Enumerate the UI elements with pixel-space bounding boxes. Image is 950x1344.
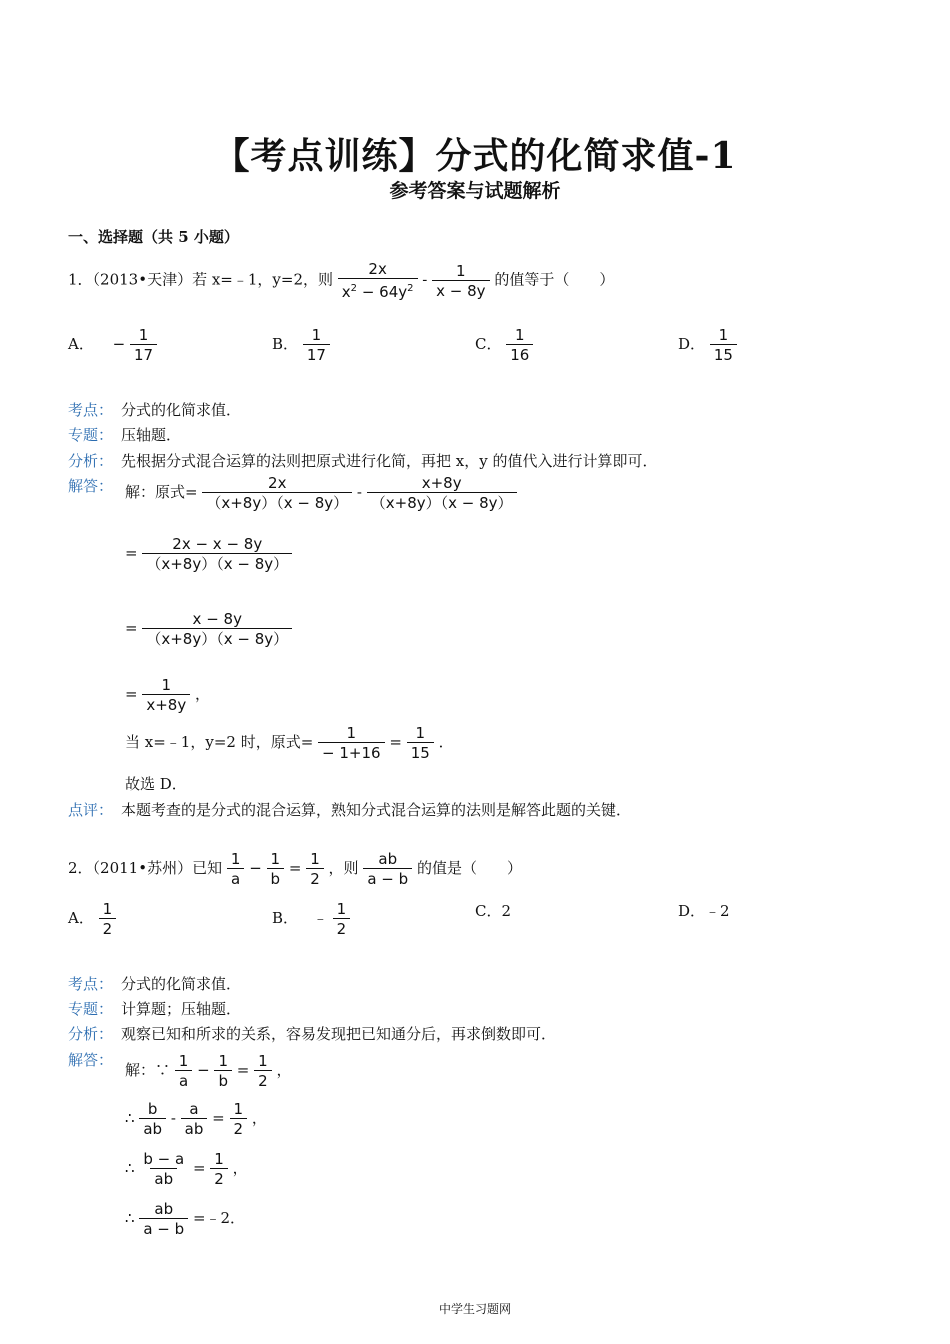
q1-minus: - bbox=[422, 270, 433, 289]
q1-step-4: = $\frac{1}{x+8y}$ ， bbox=[125, 676, 211, 714]
q1-option-d: D． $\frac{1}{15}$ bbox=[678, 326, 737, 364]
q1-step-6: 故选 D． bbox=[125, 775, 187, 793]
q2-option-a: A． $\frac{1}{2}$ bbox=[68, 900, 116, 938]
q1-option-b: B． $\frac{1}{17}$ bbox=[272, 326, 330, 364]
q2-zhuanti: 专题： 计算题；压轴题． bbox=[68, 1000, 242, 1018]
q2-step-1: 解：∵ $\frac{1}{a}$ − $\frac{1}{b}$ = $\frac{1}{2}$ ， bbox=[125, 1052, 292, 1090]
q2-option-c: C．2 bbox=[475, 902, 512, 920]
q1-fraction-1 bbox=[338, 260, 418, 301]
page-footer: 中学生习题网 bbox=[438, 1302, 511, 1316]
q1-fenxi: 分析： 先根据分式混合运算的法则把原式进行化简，再把 x，y 的值代入进行计算即可． bbox=[68, 452, 658, 470]
q1-frac1-num: 2x bbox=[368, 260, 387, 278]
section-heading: 一、选择题（共 5 小题） bbox=[68, 228, 239, 246]
q1-prefix: 1．（2013•天津）若 x=﹣1，y=2，则 bbox=[68, 270, 333, 289]
q2-fenxi: 分析： 观察已知和所求的关系，容易发现把已知通分后，再求倒数即可． bbox=[68, 1025, 557, 1043]
q1-step-2: = $\frac{2x - x - 8y}{(x+8y)(x - 8y)}$ bbox=[125, 535, 292, 573]
q2-stem: 2．（2011•苏州）已知 $\frac{1}{a}$ − $\frac{1}{b}$ = $\frac{1}{2}$ ，则 $\frac{ab}{a - b}$ 的值是（ ） bbox=[68, 850, 522, 888]
q1-dianping: 点评： 本题考查的是分式的混合运算，熟知分式混合运算的法则是解答此题的关键． bbox=[68, 801, 632, 819]
q1-zhuanti: 专题： 压轴题． bbox=[68, 426, 182, 444]
q1-suffix: 的值等于（ ） bbox=[494, 270, 615, 289]
q2-kaodian: 考点： 分式的化简求值． bbox=[68, 975, 242, 993]
q2-jieda-label: 解答： bbox=[68, 1051, 114, 1069]
page-title: 【考点训练】分式的化简求值-1 bbox=[213, 135, 737, 177]
q1-stem bbox=[68, 260, 614, 301]
q1-step-3: = $\frac{x - 8y}{(x+8y)(x - 8y)}$ bbox=[125, 610, 292, 648]
q2-option-b: B． ﹣ $\frac{1}{2}$ bbox=[272, 900, 350, 938]
q1-step-1: 解：原式= $\frac{2x}{(x+8y)(x - 8y)}$ - $\frac{x+8y}{(x+8y)(x - 8y)}$ bbox=[125, 474, 517, 512]
q1-fraction-2: $\frac{1}{x - 8y}$ bbox=[432, 262, 489, 300]
q1-step-5: 当 x=﹣1，y=2 时，原式= $\frac{1}{- 1+16}$ = $\frac{1}{15}$ ． bbox=[125, 724, 454, 762]
q2-step-4: ∴ $\frac{ab}{a - b}$ =﹣2． bbox=[125, 1200, 246, 1238]
q1-option-a: A． − $\frac{1}{17}$ bbox=[68, 326, 157, 364]
q2-step-3: ∴ $\frac{b - a}{ab}$ = $\frac{1}{2}$ ， bbox=[125, 1150, 248, 1188]
q2-step-2: ∴ $\frac{b}{ab}$ - $\frac{a}{ab}$ = $\frac{1}{2}$ ， bbox=[125, 1100, 267, 1138]
q1-frac1-den: $x^2 - 64y^2$ bbox=[338, 278, 418, 301]
q2-option-d: D．﹣2 bbox=[678, 902, 730, 920]
q1-jieda-label: 解答： bbox=[68, 477, 114, 495]
q1-option-c: C． $\frac{1}{16}$ bbox=[475, 326, 533, 364]
page-subtitle: 参考答案与试题解析 bbox=[389, 180, 561, 202]
q1-kaodian: 考点： 分式的化简求值． bbox=[68, 401, 242, 419]
